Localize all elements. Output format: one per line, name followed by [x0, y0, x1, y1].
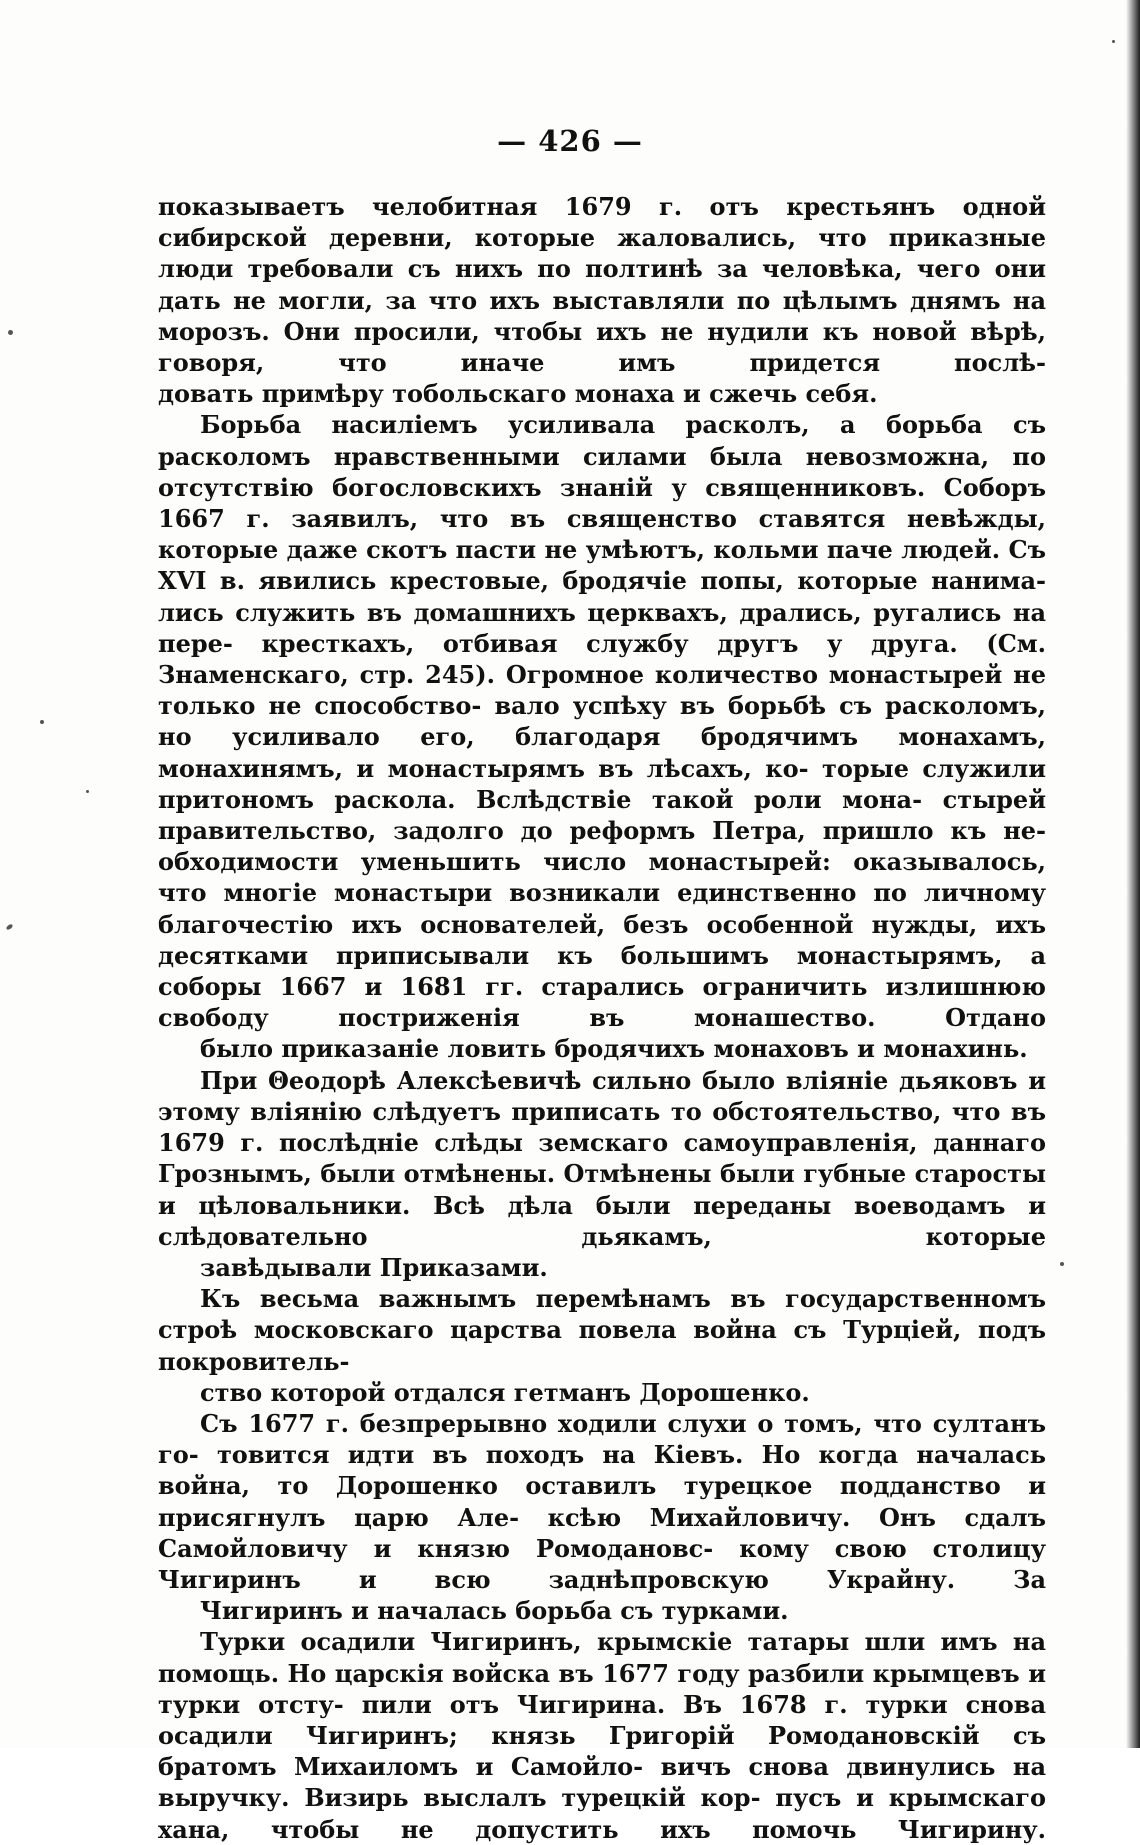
text-line: князь Григорій Ромодановскій съ братомъ Михаиломъ и Самойло- — [158, 1720, 1047, 1782]
text-line: деревни, которые жаловались, что приказные люди требовали съ — [158, 223, 1047, 284]
text-line: Дорошенко оставилъ турецкое подданство и присягнулъ царю Але- — [158, 1471, 1047, 1532]
paragraph-4 — [158, 1283, 1046, 1408]
text-line: показываетъ челобитная 1679 г. отъ крестьянъ одной сибирской — [158, 192, 1046, 253]
text-line: Турки осадили Чигиринъ, крымскіе татары шли имъ на помощь. — [158, 1627, 1046, 1688]
text-line: Борьба насиліемъ усиливала расколъ, а борьба съ расколомъ — [158, 410, 1046, 471]
text-line: Съ 1677 г. безпрерывно ходили слухи о томъ, что султанъ го- — [158, 1408, 1046, 1470]
text-line-last: ство которой отдался гетманъ Дорошенко. — [200, 1377, 810, 1407]
text-line: основателей, безъ особенной нужды, ихъ десятками приписывали — [158, 909, 1047, 970]
text-line: стырей правительство, задолго до реформъ Петра, пришло къ не- — [158, 784, 1046, 846]
text-line: людей. Съ XVI в. явились крестовые, бродячіе попы, которые нанима- — [158, 535, 1047, 596]
page-number: — 426 — — [497, 124, 643, 158]
text-line: ставятся невѣжды, которые даже скотъ пасти не умѣютъ, кольми паче — [158, 504, 1047, 565]
paragraph-2 — [158, 409, 1046, 1064]
text-line: къ большимъ монастырямъ, а соборы 1667 и 1681 гг. старались — [158, 940, 1046, 1002]
text-line: Но царскія войска въ 1677 году разбили крымцевъ и турки отсту- — [158, 1658, 1047, 1719]
text-line: обходимости уменьшить число монастырей: оказывалось, что многіе — [158, 847, 1046, 908]
text-line: дѣла были переданы воеводамъ и слѣдовательно дьякамъ, которые — [158, 1190, 1046, 1251]
text-line: не нудили къ новой вѣрѣ, говоря, что иначе имъ придется послѣ- — [158, 316, 1046, 378]
text-line: вало успѣху въ борьбѣ съ расколомъ, но усиливало его, благодаря — [158, 691, 1046, 752]
text-line: вичъ снова двинулись на выручку. Визирь выслалъ турецкій кор- — [158, 1752, 1047, 1813]
speck — [1060, 1262, 1064, 1266]
speck — [40, 720, 44, 724]
text-line: московскаго царства повела война съ Турціей, подъ покровитель- — [158, 1315, 1047, 1376]
text-line: При Θеодорѣ Алексѣевичѣ сильно было вліяніе дьяковъ и этому — [158, 1065, 1046, 1126]
paragraph-6 — [158, 1626, 1046, 1844]
text-line: 245). Огромное количество монастырей не только не способство- — [158, 660, 1046, 721]
body-text — [158, 191, 1046, 1845]
paragraph-5 — [158, 1408, 1046, 1626]
text-line-last: завѣдывали Приказами. — [200, 1252, 548, 1282]
text-line: вліянію слѣдуетъ приписать то обстоятельство, что въ 1679 г. — [158, 1096, 1046, 1158]
paragraph-1 — [158, 191, 1046, 409]
text-line: нихъ по полтинѣ за человѣка, чего они дать не могли, за что ихъ — [158, 254, 1047, 315]
text-line-last: было приказаніе ловить бродячихъ монаховъ и монахинь. — [200, 1034, 1028, 1064]
text-line: пили отъ Чигирина. Въ 1678 г. турки снова осадили Чигиринъ; — [158, 1689, 1047, 1750]
paragraph-3 — [158, 1065, 1046, 1283]
speck — [86, 790, 89, 793]
text-line: монастыри возникали единственно по личному благочестію ихъ — [158, 878, 1047, 939]
text-line: пусъ и крымскаго хана, чтобы не допустить ихъ помочь Чигирину. — [158, 1783, 1046, 1844]
text-line: ограничить излишнюю свободу постриженія въ монашество. Отдано — [158, 972, 1047, 1033]
text-line: послѣдніе слѣды земскаго самоуправленія, даннаго Грознымъ, были — [158, 1128, 1047, 1189]
text-line: нравственными силами была невозможна, по отсутствію богословскихъ — [158, 441, 1046, 502]
text-line: торые служили притономъ раскола. Вслѣдствіе такой роли мона- — [158, 753, 1047, 814]
text-line: выставляли по цѣлымъ днямъ на морозъ. Они просили, чтобы ихъ — [158, 285, 1047, 346]
text-line: товится идти въ походъ на Кіевъ. Но когда началась война, то — [158, 1440, 1046, 1501]
text-line: бродячимъ монахамъ, монахинямъ, и монастырямъ въ лѣсахъ, ко- — [158, 722, 1046, 783]
text-line-last: довать примѣру тобольскаго монаха и сжечь себя. — [158, 379, 878, 409]
text-line: ксѣю Михайловичу. Онъ сдалъ Самойловичу и князю Ромодановс- — [158, 1502, 1046, 1563]
page-edge-shadow — [1126, 0, 1140, 1748]
text-line-last: Чигиринъ и началась борьба съ турками. — [200, 1596, 789, 1626]
speck — [8, 330, 13, 335]
text-line: лись служить въ домашнихъ церквахъ, дрались, ругались на пере- — [158, 597, 1046, 658]
text-line: Къ весьма важнымъ перемѣнамъ въ государственномъ строѣ — [158, 1284, 1046, 1345]
speck — [5, 923, 13, 930]
speck — [1112, 40, 1115, 43]
text-line: отмѣнены. Отмѣнены были губные старосты и цѣловальники. Всѣ — [158, 1159, 1046, 1220]
text-line: кресткахъ, отбивая службу другъ у друга. (См. Знаменскаго, стр. — [158, 628, 1046, 690]
text-line: знаній у священниковъ. Соборъ 1667 г. заявилъ, что въ священство — [158, 472, 1047, 534]
text-line: кому свою столицу Чигиринъ и всю заднѣпровскую Украйну. За — [158, 1533, 1046, 1594]
